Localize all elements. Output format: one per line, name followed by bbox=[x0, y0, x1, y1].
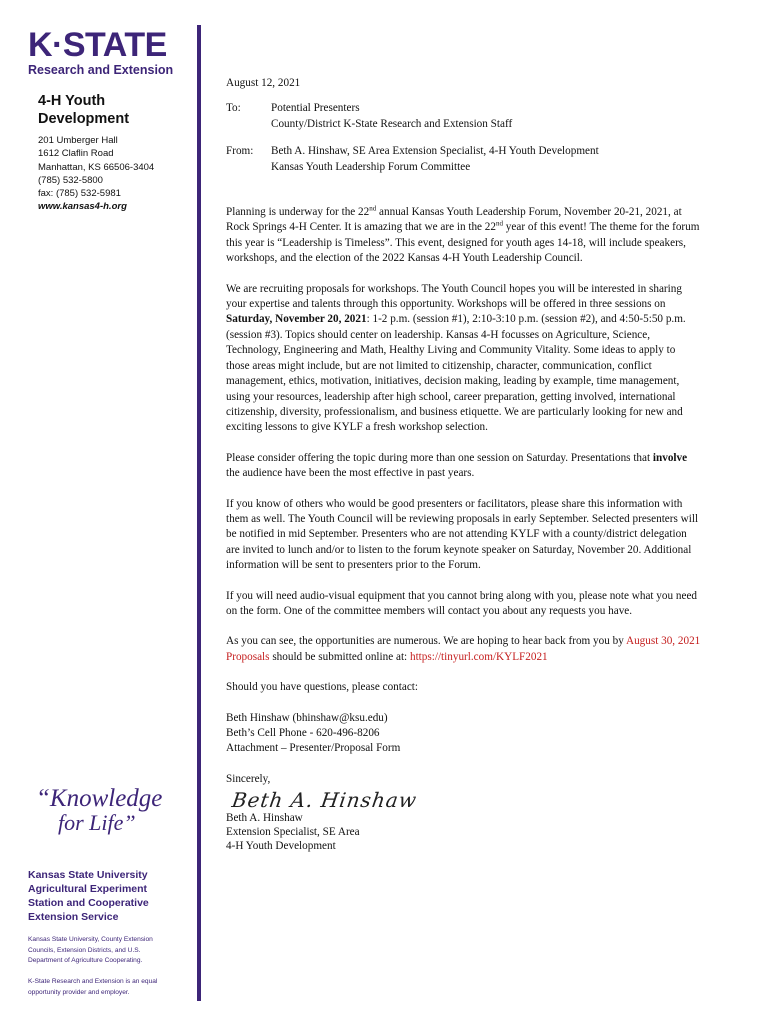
handwritten-signature: Beth A. Hinshaw bbox=[230, 788, 419, 813]
closing: Sincerely, bbox=[226, 772, 271, 785]
paragraph-intro: Planning is underway for the 22nd annual Kansas Youth Leadership Forum, November 20-21, 2021, at Rock Springs 4-H Center. It is amazing that we are in the 22nd year of this event! The theme for the forum this year is “Leadership is Timeless”. This event, designed for youth ages 14-18, will include speakers, workshops, and the election of the 2022 Kansas 4-H Youth Leadership Council. bbox=[226, 204, 700, 265]
sender-line: Kansas Youth Leadership Forum Committee bbox=[271, 160, 471, 173]
paragraph-sessions: Please consider offering the topic during more than one session on Saturday. Presentations that involve the audience have been the most effective in past years. bbox=[226, 451, 688, 480]
letter-date: August 12, 2021 bbox=[226, 77, 301, 89]
paragraph-workshops: We are recruiting proposals for workshops. The Youth Council hopes you will be interested in sharing your expertise and talents through this opportunity. Workshops will be offered in three sessions on Saturday, November 20, 2021: 1-2 p.m. (session #1), 2:10-3:10 p.m. (session #2), and 4:50-5:50 p.m. (session #3). Topics should center on leadership. Kansas 4-H focusses on Agriculture, Science, Technology, Engineering and Math, Healthy Living and Community Vitality. Some ideas to apply to those areas might include, but are not limited to citizenship, character, communication, conflict management, ethics, motivation, initiatives, decision making, leading by example, time management, using your resources, leadership after high school, career preparation, getting involved, international citizenship, diversity, professionalism, and business etiquette. We are particularly looking for new and exciting lessons to give KYLF a fresh workshop selection. bbox=[226, 282, 686, 434]
sender-line: Beth A. Hinshaw, SE Area Extension Specialist, 4-H Youth Development bbox=[271, 145, 599, 158]
from-label: From: bbox=[226, 145, 254, 158]
equal-opportunity-note: K-State Research and Extension is an equal opportunity provider and employer. bbox=[28, 978, 158, 996]
deadline-text: August 30, 2021 Proposals bbox=[226, 635, 701, 663]
to-block bbox=[226, 101, 701, 132]
vertical-divider bbox=[197, 25, 201, 1001]
signature-block bbox=[226, 811, 701, 853]
address-line: 201 Umberger Hall bbox=[38, 135, 118, 146]
kstate-logo-subtitle: Research and Extension bbox=[28, 63, 174, 77]
contact-block bbox=[226, 711, 701, 757]
office-address bbox=[38, 134, 154, 214]
letterhead-logo bbox=[28, 28, 203, 77]
ksu-institution-block: Kansas State University Agricultural Experiment Station and Cooperative Extension Service bbox=[28, 869, 149, 923]
address-line: Manhattan, KS 66506-3404 bbox=[38, 161, 155, 173]
address-line: 1612 Claflin Road bbox=[38, 148, 114, 160]
signer-unit: 4-H Youth Development bbox=[226, 839, 336, 852]
paragraph-questions: Should you have questions, please contact: bbox=[226, 681, 419, 694]
from-block bbox=[226, 144, 701, 175]
contact-phone: Beth’s Cell Phone - 620-496-8206 bbox=[226, 727, 380, 739]
recipient-line: Potential Presenters bbox=[271, 102, 360, 115]
website-link[interactable]: www.kansas4-h.org bbox=[38, 201, 127, 213]
phone: (785) 532-5800 bbox=[38, 174, 103, 186]
attachment-note: Attachment – Presenter/Proposal Form bbox=[226, 742, 401, 755]
kstate-logo-text: K·STATE bbox=[28, 26, 167, 64]
paragraph-presenters: If you know of others who would be good presenters or facilitators, please share this information with them as well. The Youth Council will be reviewing proposals in early September. Selected presenters will be notified in mid September. Presenters who are not attending KYLF with a county/district delegation are invited to lunch and/or to listen to the forum keynote speaker on Saturday, November 20. Additional information will be sent to presenters prior to the Forum. bbox=[226, 497, 699, 572]
signer-name: Beth A. Hinshaw bbox=[226, 811, 303, 824]
letter-body bbox=[226, 76, 701, 853]
knowledge-for-life-tagline: “Knowledge for Life” bbox=[36, 785, 163, 835]
unit-title: 4-H Youth Development bbox=[38, 93, 130, 127]
to-label: To: bbox=[226, 102, 241, 115]
proposal-link[interactable]: https://tinyurl.com/KYLF2021 bbox=[409, 650, 548, 663]
paragraph-deadline: As you can see, the opportunities are numerous. We are hoping to hear back from you by August 30, 2021 Proposals should be submitted online at: https://tinyurl.com/KYLF2021 bbox=[226, 635, 701, 663]
recipient-line: County/District K-State Research and Extension Staff bbox=[271, 117, 513, 130]
cooperating-note: Kansas State University, County Extension Councils, Extension Districts, and U.S. Department of Agriculture Cooperating. bbox=[28, 936, 153, 964]
contact-email[interactable]: Beth Hinshaw (bhinshaw@ksu.edu) bbox=[226, 711, 388, 724]
fax: fax: (785) 532-5981 bbox=[38, 188, 121, 200]
paragraph-av-equipment: If you will need audio-visual equipment that you cannot bring along with you, please note what you need on the form. One of the committee members will contact you about any requests you have. bbox=[226, 589, 698, 617]
signer-title: Extension Specialist, SE Area bbox=[226, 825, 360, 838]
